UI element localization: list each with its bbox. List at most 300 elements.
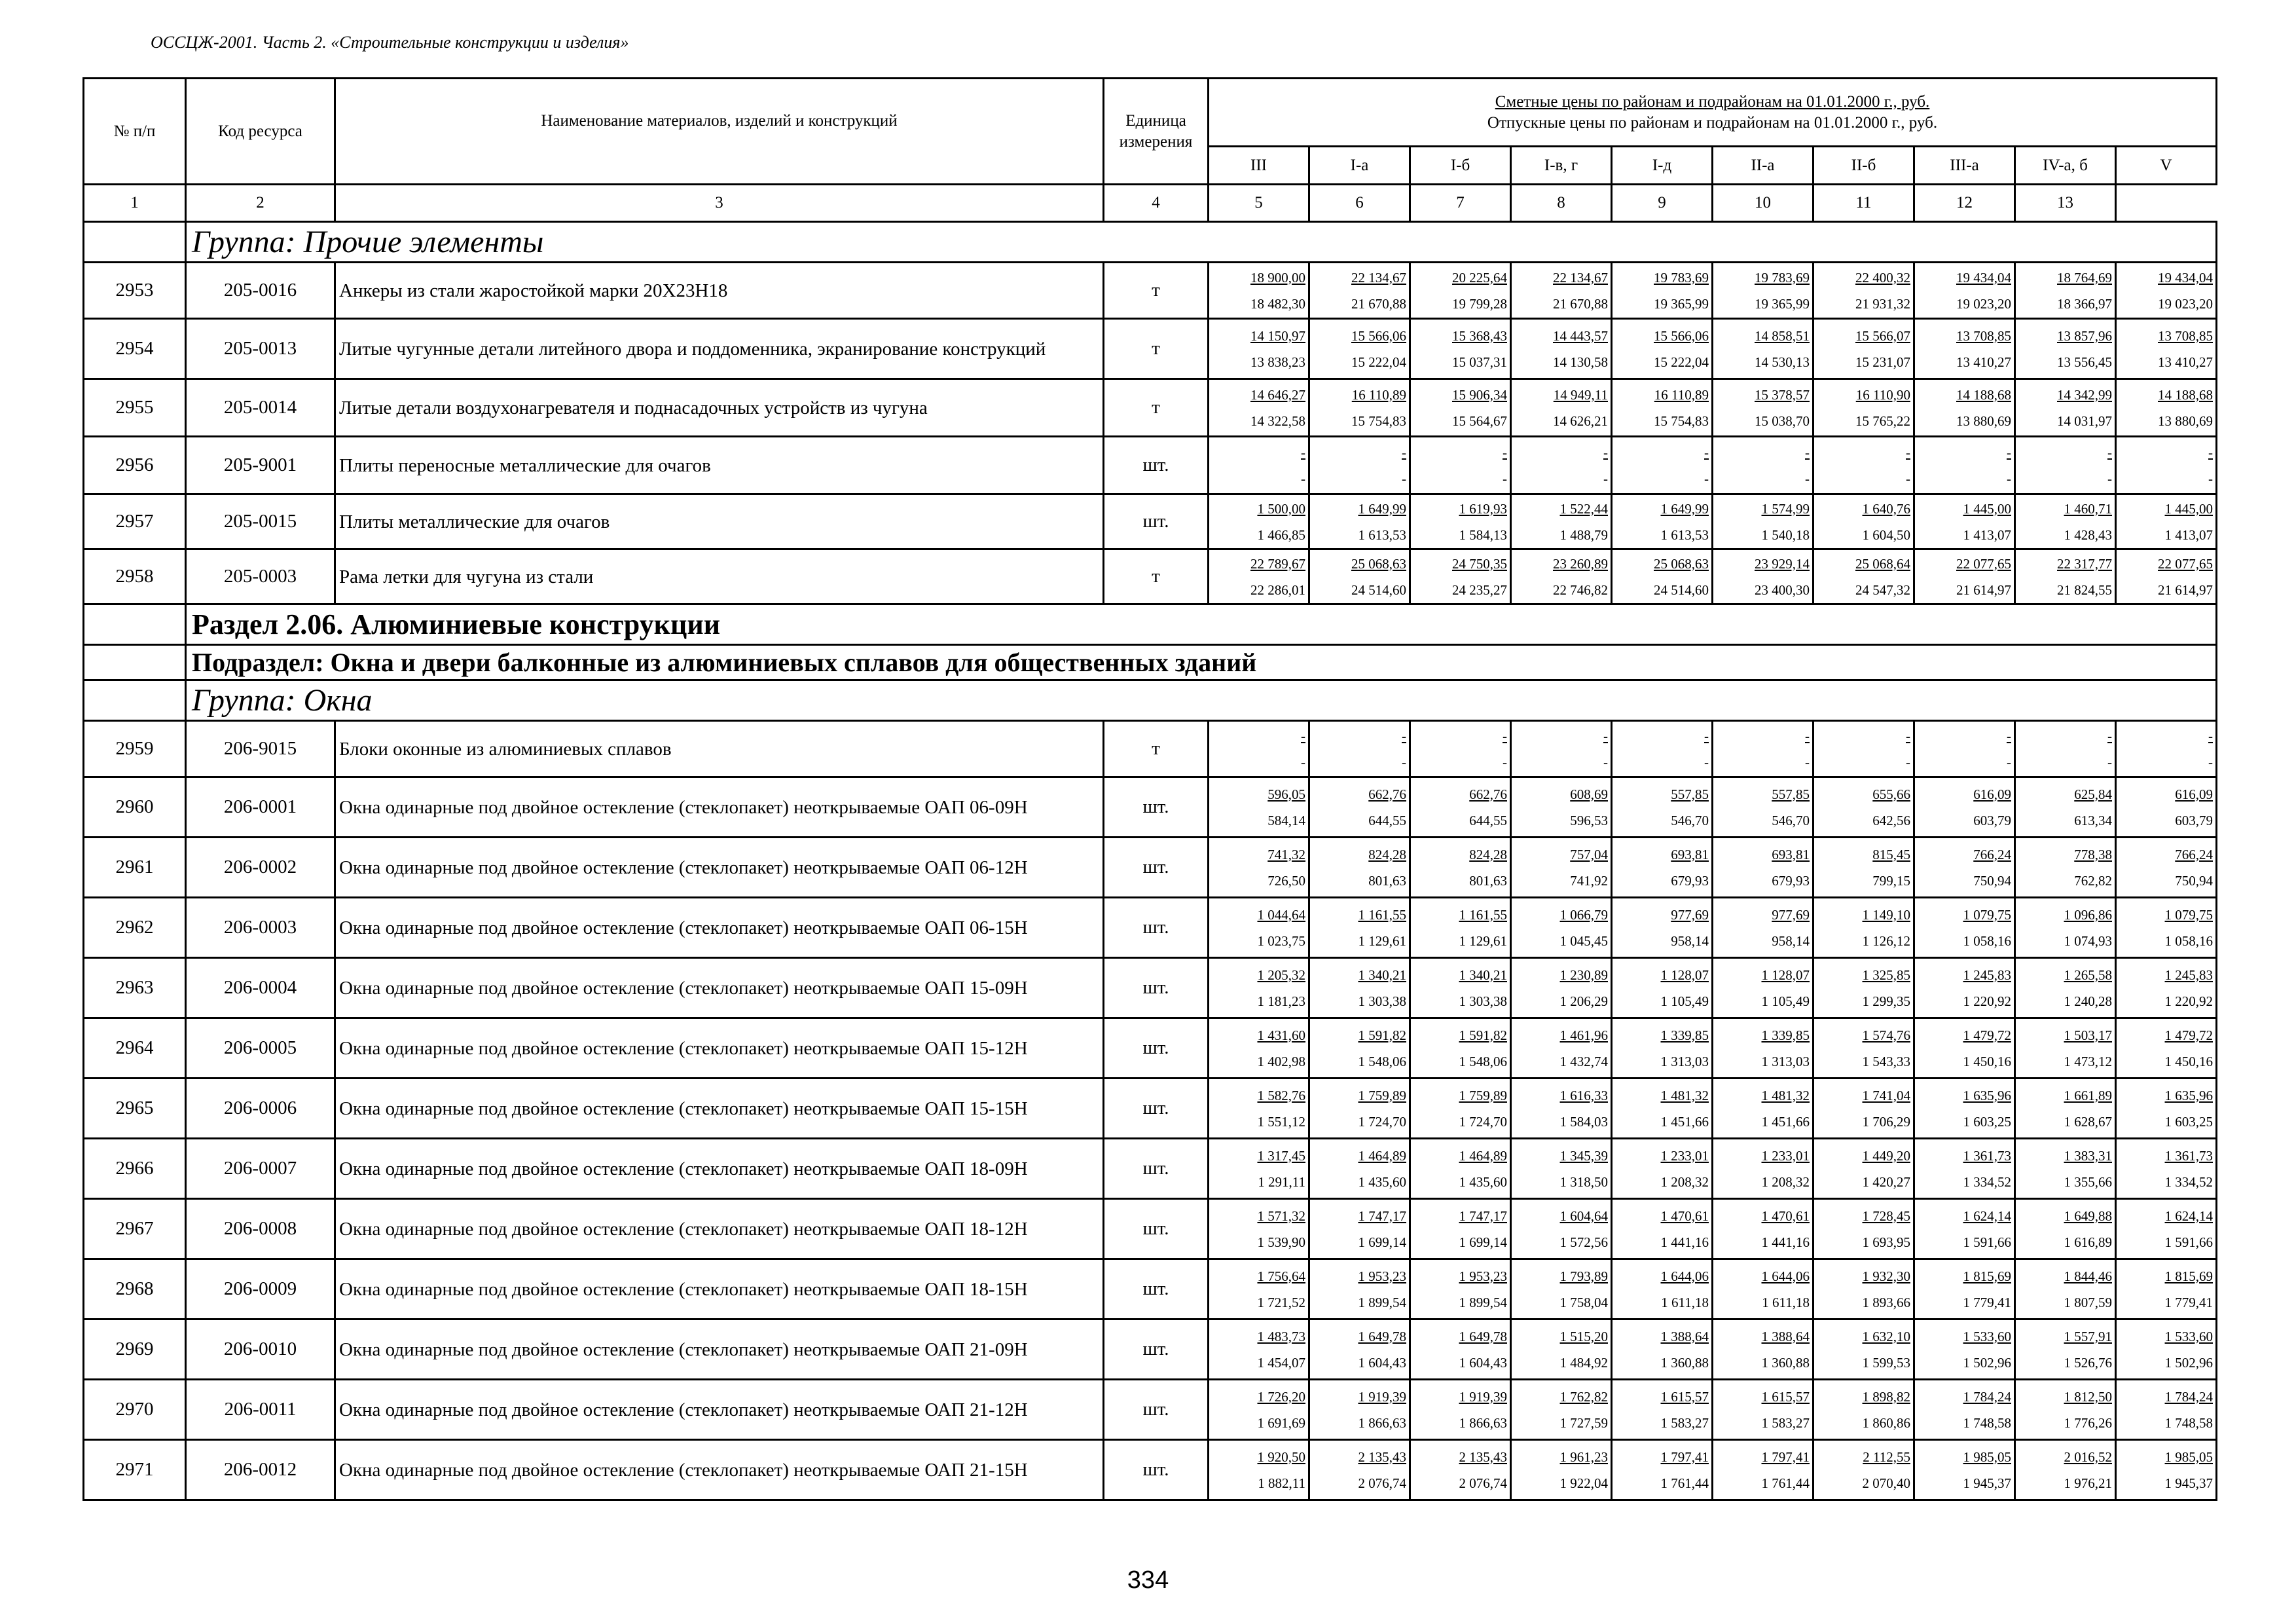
price-cell bbox=[1813, 777, 1914, 838]
estimate-price: 2 112,55 bbox=[1863, 1449, 1910, 1465]
price-cell bbox=[1713, 958, 1813, 1018]
estimate-price: 1 233,01 bbox=[1761, 1147, 1810, 1164]
estimate-price: 1 985,05 bbox=[2164, 1449, 2214, 1465]
release-price: 1 548,06 bbox=[1459, 1053, 1507, 1069]
release-price: 15 564,67 bbox=[1452, 413, 1507, 429]
header-region: V bbox=[2116, 147, 2217, 185]
release-price: - bbox=[2007, 470, 2011, 487]
header-num: № п/п bbox=[84, 79, 186, 185]
price-cell bbox=[1813, 1440, 1914, 1500]
estimate-price: 22 400,32 bbox=[1855, 269, 1910, 286]
header-region: IV-а, б bbox=[2015, 147, 2116, 185]
release-price: - bbox=[1906, 754, 1910, 770]
price-cell bbox=[2116, 898, 2217, 958]
unit: шт. bbox=[1104, 1320, 1209, 1380]
release-price: 642,56 bbox=[1872, 812, 1910, 828]
estimate-price: 1 461,96 bbox=[1559, 1027, 1608, 1043]
estimate-price: 22 317,77 bbox=[2057, 555, 2112, 572]
price-cell bbox=[1914, 1079, 2015, 1139]
release-price: 1 334,52 bbox=[1963, 1173, 2011, 1190]
price-cell bbox=[2015, 263, 2116, 319]
release-price: 1 583,27 bbox=[1761, 1414, 1810, 1431]
price-cell bbox=[1511, 1018, 1612, 1079]
price-cell bbox=[1612, 1320, 1713, 1380]
estimate-price: 1 741,04 bbox=[1862, 1087, 1910, 1103]
price-cell bbox=[2116, 838, 2217, 898]
estimate-price: 1 128,07 bbox=[1761, 967, 1810, 983]
estimate-price: 23 260,89 bbox=[1553, 555, 1608, 572]
price-cell bbox=[2015, 1320, 2116, 1380]
release-price: 1 074,93 bbox=[2064, 932, 2112, 949]
resource-code: 206-0004 bbox=[186, 958, 335, 1018]
estimate-price: - bbox=[1503, 728, 1507, 744]
price-cell bbox=[2015, 379, 2116, 437]
unit: шт. bbox=[1104, 1440, 1209, 1500]
price-cell bbox=[1511, 1199, 1612, 1259]
estimate-price: - bbox=[1402, 728, 1406, 744]
release-price: - bbox=[1503, 470, 1507, 487]
row-number: 2955 bbox=[84, 379, 186, 437]
estimate-price: 15 368,43 bbox=[1452, 327, 1507, 344]
release-price: 1 584,13 bbox=[1459, 526, 1507, 543]
price-cell bbox=[1309, 721, 1410, 777]
price-cell bbox=[2015, 1079, 2116, 1139]
release-price: 19 799,28 bbox=[1452, 295, 1507, 312]
table-row bbox=[84, 1018, 2217, 1079]
estimate-price: 1 985,05 bbox=[1963, 1449, 2011, 1465]
price-cell bbox=[1410, 958, 1511, 1018]
estimate-price: 557,85 bbox=[1671, 786, 1709, 802]
estimate-price: 1 345,39 bbox=[1559, 1147, 1608, 1164]
header-prices-release: Отпускные цены по районам и подрайонам на 01.01.2000 г., руб. bbox=[1487, 113, 1938, 132]
price-cell bbox=[1410, 1199, 1511, 1259]
release-price: 1 551,12 bbox=[1257, 1113, 1305, 1130]
release-price: 1 303,38 bbox=[1358, 993, 1406, 1009]
price-cell bbox=[1813, 379, 1914, 437]
price-cell bbox=[1511, 1320, 1612, 1380]
estimate-price: 1 591,82 bbox=[1358, 1027, 1406, 1043]
release-price: 1 591,66 bbox=[1963, 1234, 2011, 1250]
estimate-price: 625,84 bbox=[2074, 786, 2112, 802]
release-price: 1 058,16 bbox=[1963, 932, 2011, 949]
row-number: 2967 bbox=[84, 1199, 186, 1259]
price-cell bbox=[1813, 263, 1914, 319]
price-cell bbox=[1309, 319, 1410, 379]
release-price: 15 754,83 bbox=[1351, 413, 1406, 429]
material-name: Окна одинарные под двойное остекление (стеклопакет) неоткрываемые ОАП 21-12Н bbox=[335, 1380, 1104, 1440]
release-price: 13 410,27 bbox=[1956, 354, 2011, 370]
estimate-price: - bbox=[1805, 444, 1810, 460]
resource-code: 206-0009 bbox=[186, 1259, 335, 1320]
estimate-price: 1 574,76 bbox=[1862, 1027, 1910, 1043]
price-cell bbox=[1309, 898, 1410, 958]
release-price: 18 366,97 bbox=[2057, 295, 2112, 312]
price-cell bbox=[1612, 494, 1713, 549]
row-number: 2953 bbox=[84, 263, 186, 319]
row-number: 2960 bbox=[84, 777, 186, 838]
release-price: 1 748,58 bbox=[1963, 1414, 2011, 1431]
estimate-price: 24 750,35 bbox=[1452, 555, 1507, 572]
release-price: 2 070,40 bbox=[1862, 1475, 1910, 1491]
release-price: - bbox=[1402, 754, 1406, 770]
estimate-price: 1 470,61 bbox=[1761, 1208, 1810, 1224]
estimate-price: 1 479,72 bbox=[1963, 1027, 2011, 1043]
price-cell bbox=[1209, 263, 1309, 319]
estimate-price: 1 481,32 bbox=[1660, 1087, 1709, 1103]
price-cell bbox=[2015, 494, 2116, 549]
price-cell bbox=[1612, 437, 1713, 494]
release-price: - bbox=[1301, 470, 1305, 487]
price-cell bbox=[1713, 838, 1813, 898]
release-price: 603,79 bbox=[2175, 812, 2214, 828]
release-price: - bbox=[1603, 754, 1608, 770]
release-price: 1 126,12 bbox=[1862, 932, 1910, 949]
material-name: Литые чугунные детали литейного двора и поддоменника, экранирование конструкций bbox=[335, 319, 1104, 379]
release-price: 1 599,53 bbox=[1862, 1354, 1910, 1371]
estimate-price: 19 434,04 bbox=[2158, 269, 2214, 286]
release-price: 15 231,07 bbox=[1855, 354, 1910, 370]
release-price: - bbox=[1503, 754, 1507, 770]
unit: шт. bbox=[1104, 898, 1209, 958]
group-spacer-cell bbox=[84, 222, 186, 263]
estimate-price: 14 188,68 bbox=[2158, 386, 2214, 403]
table-row bbox=[84, 1380, 2217, 1440]
price-cell bbox=[1511, 494, 1612, 549]
price-cell bbox=[1914, 898, 2015, 958]
estimate-price: 766,24 bbox=[2175, 846, 2214, 862]
estimate-price: 14 150,97 bbox=[1250, 327, 1305, 344]
estimate-price: 14 646,27 bbox=[1250, 386, 1305, 403]
release-price: 1 466,85 bbox=[1257, 526, 1305, 543]
table-row bbox=[84, 721, 2217, 777]
release-price: 644,55 bbox=[1368, 812, 1406, 828]
table-row bbox=[84, 1440, 2217, 1500]
estimate-price: 1 464,89 bbox=[1358, 1147, 1406, 1164]
price-cell bbox=[1914, 958, 2015, 1018]
estimate-price: - bbox=[1906, 444, 1910, 460]
release-price: 22 286,01 bbox=[1250, 581, 1305, 598]
estimate-price: 15 906,34 bbox=[1452, 386, 1507, 403]
price-cell bbox=[1309, 958, 1410, 1018]
price-cell bbox=[1612, 1139, 1713, 1199]
release-price: 584,14 bbox=[1267, 812, 1305, 828]
release-price: 21 614,97 bbox=[1956, 581, 2011, 598]
release-price: 741,92 bbox=[1570, 872, 1608, 889]
group-spacer-cell bbox=[84, 680, 186, 721]
price-cell bbox=[1612, 898, 1713, 958]
estimate-price: 1 649,88 bbox=[2064, 1208, 2112, 1224]
price-cell bbox=[1612, 1440, 1713, 1500]
price-cell bbox=[1410, 379, 1511, 437]
price-cell bbox=[1813, 1199, 1914, 1259]
release-price: 958,14 bbox=[1772, 932, 1810, 949]
estimate-price: 1 066,79 bbox=[1559, 906, 1608, 923]
estimate-price: 1 340,21 bbox=[1358, 967, 1406, 983]
estimate-price: 693,81 bbox=[1772, 846, 1810, 862]
price-cell bbox=[1713, 1259, 1813, 1320]
price-cell bbox=[1309, 1079, 1410, 1139]
estimate-price: - bbox=[1503, 444, 1507, 460]
price-cell bbox=[2116, 319, 2217, 379]
header-column-number: 5 bbox=[1209, 185, 1309, 222]
release-price: 14 031,97 bbox=[2057, 413, 2112, 429]
price-cell bbox=[1914, 263, 2015, 319]
price-cell bbox=[2116, 1018, 2217, 1079]
release-price: 801,63 bbox=[1368, 872, 1406, 889]
estimate-price: 1 470,61 bbox=[1660, 1208, 1709, 1224]
unit: т bbox=[1104, 263, 1209, 319]
estimate-price: 19 783,69 bbox=[1654, 269, 1709, 286]
release-price: 726,50 bbox=[1267, 872, 1305, 889]
estimate-price: 1 317,45 bbox=[1257, 1147, 1305, 1164]
group-spacer-cell bbox=[84, 645, 186, 680]
release-price: 14 130,58 bbox=[1553, 354, 1608, 370]
price-cell bbox=[1209, 319, 1309, 379]
estimate-price: 1 479,72 bbox=[2164, 1027, 2214, 1043]
material-name: Рама летки для чугуна из стали bbox=[335, 549, 1104, 604]
estimate-price: 1 797,41 bbox=[1660, 1449, 1709, 1465]
price-cell bbox=[1713, 263, 1813, 319]
release-price: 1 727,59 bbox=[1559, 1414, 1608, 1431]
release-price: - bbox=[1704, 754, 1709, 770]
material-name: Окна одинарные под двойное остекление (стеклопакет) неоткрываемые ОАП 06-12Н bbox=[335, 838, 1104, 898]
price-cell bbox=[1914, 777, 2015, 838]
price-cell bbox=[1410, 437, 1511, 494]
estimate-price: 1 205,32 bbox=[1257, 967, 1305, 983]
price-cell bbox=[1713, 379, 1813, 437]
release-price: 19 365,99 bbox=[1654, 295, 1709, 312]
price-cell bbox=[1209, 549, 1309, 604]
release-price: 644,55 bbox=[1469, 812, 1507, 828]
price-cell bbox=[1309, 549, 1410, 604]
price-cell bbox=[1410, 1018, 1511, 1079]
release-price: 1 413,07 bbox=[2164, 526, 2214, 543]
material-name: Анкеры из стали жаростойкой марки 20Х23Н18 bbox=[335, 263, 1104, 319]
release-price: 799,15 bbox=[1872, 872, 1910, 889]
group-row bbox=[84, 222, 2217, 263]
release-price: 24 235,27 bbox=[1452, 581, 1507, 598]
release-price: 1 435,60 bbox=[1358, 1173, 1406, 1190]
row-number: 2963 bbox=[84, 958, 186, 1018]
price-cell bbox=[2015, 958, 2116, 1018]
release-price: 1 724,70 bbox=[1459, 1113, 1507, 1130]
release-price: 1 584,03 bbox=[1559, 1113, 1608, 1130]
release-price: 1 334,52 bbox=[2164, 1173, 2214, 1190]
resource-code: 206-0003 bbox=[186, 898, 335, 958]
release-price: 21 931,32 bbox=[1855, 295, 1910, 312]
estimate-price: - bbox=[1704, 728, 1709, 744]
release-price: 14 530,13 bbox=[1755, 354, 1810, 370]
estimate-price: 1 649,99 bbox=[1660, 500, 1709, 517]
price-cell bbox=[1309, 777, 1410, 838]
release-price: 1 779,41 bbox=[1963, 1294, 2011, 1310]
estimate-price: 1 325,85 bbox=[1862, 967, 1910, 983]
estimate-price: - bbox=[1402, 444, 1406, 460]
price-cell bbox=[1410, 721, 1511, 777]
material-name: Окна одинарные под двойное остекление (стеклопакет) неоткрываемые ОАП 06-15Н bbox=[335, 898, 1104, 958]
price-cell bbox=[1209, 721, 1309, 777]
release-price: 21 670,88 bbox=[1351, 295, 1406, 312]
release-price: 15 038,70 bbox=[1755, 413, 1810, 429]
running-header: ОССЦЖ-2001. Часть 2. «Строительные конструкции и изделия» bbox=[151, 33, 629, 52]
price-cell bbox=[2116, 494, 2217, 549]
release-price: 1 360,88 bbox=[1660, 1354, 1709, 1371]
estimate-price: 1 265,58 bbox=[2064, 967, 2112, 983]
price-cell bbox=[1511, 437, 1612, 494]
price-cell bbox=[1309, 379, 1410, 437]
estimate-price: 1 096,86 bbox=[2064, 906, 2112, 923]
release-price: 14 626,21 bbox=[1553, 413, 1608, 429]
estimate-price: 19 434,04 bbox=[1956, 269, 2011, 286]
estimate-price: 14 858,51 bbox=[1755, 327, 1810, 344]
release-price: 1 604,50 bbox=[1862, 526, 1910, 543]
unit: шт. bbox=[1104, 1139, 1209, 1199]
price-cell bbox=[1410, 1079, 1511, 1139]
estimate-price: 1 635,96 bbox=[2164, 1087, 2214, 1103]
header-region: I-в, г bbox=[1511, 147, 1612, 185]
price-cell bbox=[1410, 494, 1511, 549]
price-cell bbox=[1813, 1018, 1914, 1079]
release-price: 546,70 bbox=[1772, 812, 1810, 828]
unit: т bbox=[1104, 721, 1209, 777]
resource-code: 205-0015 bbox=[186, 494, 335, 549]
price-cell bbox=[1209, 1320, 1309, 1380]
release-price: - bbox=[2107, 470, 2112, 487]
price-cell bbox=[1309, 1440, 1410, 1500]
estimate-price: 20 225,64 bbox=[1452, 269, 1507, 286]
release-price: 24 547,32 bbox=[1855, 581, 1910, 598]
price-cell bbox=[1713, 319, 1813, 379]
release-price: 1 866,63 bbox=[1459, 1414, 1507, 1431]
estimate-price: 1 815,69 bbox=[1963, 1268, 2011, 1284]
row-number: 2966 bbox=[84, 1139, 186, 1199]
release-price: 1 441,16 bbox=[1660, 1234, 1709, 1250]
resource-code: 206-0001 bbox=[186, 777, 335, 838]
estimate-price: 1 161,55 bbox=[1358, 906, 1406, 923]
page-number: 334 bbox=[1127, 1566, 1169, 1594]
price-cell bbox=[2116, 721, 2217, 777]
estimate-price: 1 649,99 bbox=[1358, 500, 1406, 517]
unit: шт. bbox=[1104, 1079, 1209, 1139]
price-cell bbox=[1813, 958, 1914, 1018]
price-cell bbox=[2116, 1199, 2217, 1259]
price-cell bbox=[2116, 1259, 2217, 1320]
release-price: 1 313,03 bbox=[1660, 1053, 1709, 1069]
release-price: 15 222,04 bbox=[1654, 354, 1709, 370]
estimate-price: 616,09 bbox=[1973, 786, 2011, 802]
resource-code: 205-0016 bbox=[186, 263, 335, 319]
estimate-price: 1 515,20 bbox=[1559, 1328, 1608, 1344]
release-price: 2 076,74 bbox=[1358, 1475, 1406, 1491]
price-cell bbox=[1713, 777, 1813, 838]
price-cell bbox=[1713, 494, 1813, 549]
price-cell bbox=[1511, 1440, 1612, 1500]
price-cell bbox=[1612, 1018, 1713, 1079]
price-cell bbox=[2015, 1018, 2116, 1079]
group-row bbox=[84, 604, 2217, 645]
estimate-price: 1 431,60 bbox=[1257, 1027, 1305, 1043]
release-price: 1 291,11 bbox=[1258, 1173, 1305, 1190]
resource-code: 206-0012 bbox=[186, 1440, 335, 1500]
estimate-price: 1 747,17 bbox=[1358, 1208, 1406, 1224]
estimate-price: 1 533,60 bbox=[1963, 1328, 2011, 1344]
release-price: 1 129,61 bbox=[1459, 932, 1507, 949]
release-price: 1 699,14 bbox=[1459, 1234, 1507, 1250]
release-price: 1 603,25 bbox=[2164, 1113, 2214, 1130]
estimate-price: 1 784,24 bbox=[2164, 1388, 2214, 1405]
price-cell bbox=[2116, 1320, 2217, 1380]
price-cell bbox=[1209, 777, 1309, 838]
estimate-price: 1 615,57 bbox=[1761, 1388, 1810, 1405]
table-row bbox=[84, 379, 2217, 437]
price-cell bbox=[1813, 721, 1914, 777]
estimate-price: 1 615,57 bbox=[1660, 1388, 1709, 1405]
estimate-price: 1 728,45 bbox=[1862, 1208, 1910, 1224]
estimate-price: 1 616,33 bbox=[1559, 1087, 1608, 1103]
release-price: 1 473,12 bbox=[2064, 1053, 2112, 1069]
price-cell bbox=[2015, 1380, 2116, 1440]
estimate-price: 1 649,78 bbox=[1459, 1328, 1507, 1344]
price-cell bbox=[1410, 1440, 1511, 1500]
price-cell bbox=[1511, 1380, 1612, 1440]
estimate-price: 1 815,69 bbox=[2164, 1268, 2214, 1284]
release-price: 1 105,49 bbox=[1660, 993, 1709, 1009]
estimate-price: 22 077,65 bbox=[2158, 555, 2214, 572]
estimate-price: 1 632,10 bbox=[1862, 1328, 1910, 1344]
estimate-price: 25 068,63 bbox=[1654, 555, 1709, 572]
release-price: 603,79 bbox=[1973, 812, 2011, 828]
release-price: 1 604,43 bbox=[1459, 1354, 1507, 1371]
price-cell bbox=[1309, 1139, 1410, 1199]
price-cell bbox=[1914, 494, 2015, 549]
price-cell bbox=[1813, 494, 1914, 549]
estimate-price: 977,69 bbox=[1772, 906, 1810, 923]
estimate-price: 1 500,00 bbox=[1257, 500, 1305, 517]
price-cell bbox=[2015, 549, 2116, 604]
estimate-price: 1 624,14 bbox=[2164, 1208, 2214, 1224]
estimate-price: - bbox=[2007, 444, 2011, 460]
estimate-price: - bbox=[1704, 444, 1709, 460]
release-price: 1 922,04 bbox=[1559, 1475, 1608, 1491]
price-cell bbox=[2116, 1440, 2217, 1500]
table-row bbox=[84, 958, 2217, 1018]
price-cell bbox=[1612, 319, 1713, 379]
price-cell bbox=[2015, 319, 2116, 379]
estimate-price: 1 644,06 bbox=[1660, 1268, 1709, 1284]
estimate-price: 1 233,01 bbox=[1660, 1147, 1709, 1164]
material-name: Окна одинарные под двойное остекление (стеклопакет) неоткрываемые ОАП 21-09Н bbox=[335, 1320, 1104, 1380]
price-cell bbox=[1612, 1380, 1713, 1440]
row-number: 2961 bbox=[84, 838, 186, 898]
material-name: Окна одинарные под двойное остекление (стеклопакет) неоткрываемые ОАП 06-09Н bbox=[335, 777, 1104, 838]
release-price: - bbox=[1603, 470, 1608, 487]
release-price: 1 023,75 bbox=[1257, 932, 1305, 949]
release-price: 19 023,20 bbox=[2158, 295, 2214, 312]
estimate-price: - bbox=[2107, 728, 2112, 744]
row-number: 2964 bbox=[84, 1018, 186, 1079]
release-price: 1 299,35 bbox=[1862, 993, 1910, 1009]
estimate-price: 1 339,85 bbox=[1761, 1027, 1810, 1043]
price-cell bbox=[2116, 549, 2217, 604]
price-cell bbox=[1511, 721, 1612, 777]
release-price: 546,70 bbox=[1671, 812, 1709, 828]
estimate-price: 1 582,76 bbox=[1257, 1087, 1305, 1103]
release-price: 1 616,89 bbox=[2064, 1234, 2112, 1250]
release-price: - bbox=[1805, 754, 1810, 770]
release-price: 1 945,37 bbox=[1963, 1475, 2011, 1491]
release-price: 1 318,50 bbox=[1559, 1173, 1608, 1190]
row-number: 2957 bbox=[84, 494, 186, 549]
